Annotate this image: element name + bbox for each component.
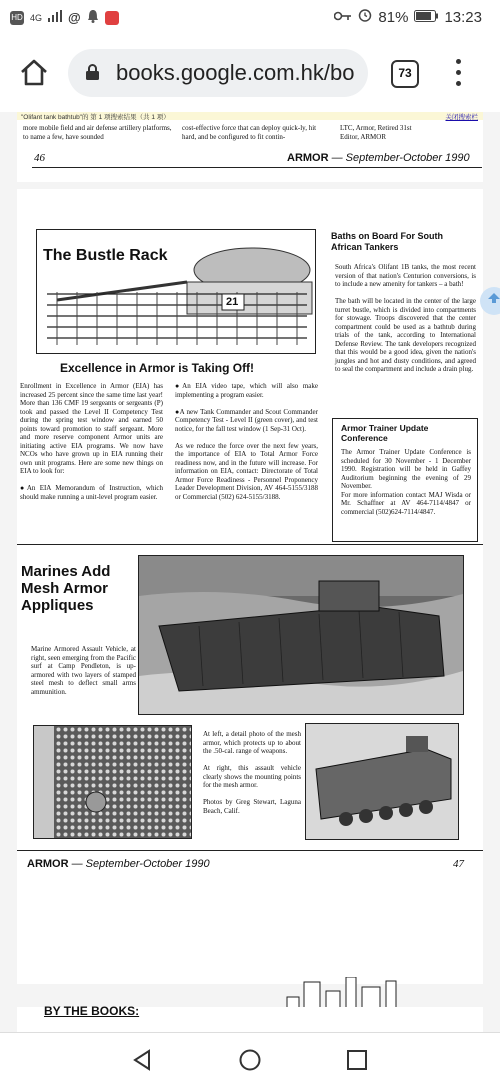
assault-vehicle-side-photo — [305, 723, 459, 840]
search-banner — [17, 112, 483, 120]
tank-turret-drawing — [37, 230, 315, 353]
conference-p1: The Armor Trainer Update Conference is scheduled for 30 November - 1 December 1990. Registration will be held in Gaffey Auditorium beginning the evening of 29 November. — [341, 448, 471, 490]
top-journal-name: ARMOR — [287, 152, 329, 164]
conference-p2: For more information contact MAJ Wisda or Mr. Schaffner at AV 464-7114/4847 or commercial (502)624-7114/4847. — [341, 490, 471, 516]
key-icon — [334, 9, 352, 26]
baths-p2: The bath will be located in the center of the large turret bustle, which is divided into compartments for stowage. Troops discovered that the center compartment could be used as a bathtub during trials of the tank, according to International Defense Review. The tank developers recognized that this would be a good idea, given the nation's jungles and hot and dusty conditions, and agreed to seal the compartment and include a drain plug. — [335, 297, 476, 373]
close-search-link[interactable]: 关闭搜索栏 — [445, 114, 478, 121]
address-bar[interactable] — [68, 49, 368, 97]
alarm-icon — [358, 8, 372, 26]
bustle-rack-banner — [36, 229, 316, 354]
top-col2-text: cost-effective force that can deploy quick-ly, hit hard, and be configured to fit contin- — [182, 124, 317, 141]
home-icon — [18, 56, 50, 88]
city-skyline-drawing — [282, 977, 442, 1007]
marines-headline: Marines Add Mesh Armor Appliques — [21, 563, 111, 614]
browser-toolbar — [0, 36, 500, 112]
page-number-46: 46 — [34, 152, 45, 164]
mesh-armor-detail-photo — [33, 725, 192, 839]
eia-col1-text — [20, 382, 163, 501]
rule — [32, 167, 482, 168]
top-col1-text: more mobile field and air defense artillery platforms, to name a few, have sounded — [23, 124, 172, 141]
eia-col2-bullet-1: ●An EIA video tape, which will also make implementing a program easier. — [175, 382, 318, 399]
eia-col2-text — [175, 382, 318, 501]
status-bar — [0, 0, 500, 36]
recents-button[interactable] — [346, 1049, 368, 1076]
marines-captions-2 — [203, 730, 301, 815]
battery-icon — [414, 9, 438, 26]
baths-p1: South Africa's Olifant 1B tanks, the most recent version of that nation's Centurion conversions, is to include a new amenity for tankers – a bath! — [335, 263, 476, 288]
top-col3-text: LTC, Armor, Retired 31st Editor, ARMOR — [340, 124, 412, 141]
next-page — [17, 1004, 483, 1032]
app-alert-icon — [105, 11, 119, 25]
network-4g-icon: 4G — [30, 12, 43, 23]
at-icon: @ — [68, 10, 81, 25]
marines-caption-3: At right, this assault vehicle clearly shows the mounting points for the mesh armor. — [203, 764, 301, 789]
battery-percent: 81% — [378, 8, 409, 26]
conference-title: Armor Trainer Update Conference — [341, 423, 429, 443]
signal-icon — [48, 10, 62, 25]
page-number-47: 47 — [453, 858, 464, 870]
top-issue-date: — September-October 1990 — [331, 152, 470, 164]
eia-col1-bullet: ●An EIA Memorandum of Instruction, which should make running a unit-level program easier. — [20, 484, 163, 501]
by-the-books-heading: BY THE BOOKS: — [44, 1004, 140, 1018]
clock: 13:23 — [444, 8, 482, 26]
assault-vehicle-photo — [138, 555, 464, 715]
home-circle-icon — [239, 1049, 261, 1071]
home-button[interactable] — [18, 56, 50, 88]
notification-icon — [87, 9, 99, 26]
plate-number: 21 — [226, 296, 239, 308]
recents-icon — [346, 1049, 368, 1071]
footer-journal-name: ARMOR — [27, 858, 69, 870]
floating-scroll-button[interactable] — [480, 287, 500, 315]
baths-title: Baths on Board For South African Tankers — [331, 231, 443, 252]
baths-text — [335, 263, 476, 374]
eia-headline: Excellence in Armor is Taking Off! — [60, 361, 255, 375]
photo-credit: Photos by Greg Stewart, Laguna Beach, Calif. — [203, 798, 301, 815]
back-button[interactable] — [131, 1049, 153, 1076]
conference-text — [341, 448, 471, 516]
marines-caption-2: At left, a detail photo of the mesh armor, which protects up to about the .50-cal. range of weapons. — [203, 730, 301, 755]
overflow-menu-icon[interactable] — [454, 56, 462, 88]
eia-col2-body: As we reduce the force over the next few years, the importance of EIA to Total Armor Force readiness now, and in the future will increase. For information on EIA, contact: Directorate of Total Armor Force Readiness - Personnel Proponency Leader Development Division, AV 464-5155/3188 or Commercial (502) 624-5155/3188. — [175, 441, 318, 501]
url-text: books.google.com.hk/bo — [116, 60, 355, 85]
bustle-rack-title: The Bustle Rack — [43, 247, 168, 264]
system-navigation-bar — [0, 1032, 500, 1085]
home-nav-button[interactable] — [239, 1049, 261, 1076]
lock-icon — [86, 64, 99, 80]
search-banner-text: "Olifant tank bathtub"的 第 1 项搜索结果（共 1 项） — [21, 114, 170, 121]
back-icon — [131, 1049, 153, 1071]
marines-section — [17, 544, 483, 851]
book-viewer[interactable] — [0, 112, 500, 1032]
eia-col1-body: Enrollment in Excellence in Armor (EIA) has increased 25 percent since the same time last year! More than 136 CMF 19 sergeants or sergeants (P) took and passed the Level II Competency Test during the spring test window and earned 50 points toward promotion to staff sergeant. More and more reserve component Armor units are initiating active EIA programs. We now have NCOs who have grown up in EIA running their own unit programs. Here are some new things on EIA to look for: — [20, 382, 163, 475]
page-46 — [17, 112, 483, 182]
arrows-icon — [480, 287, 500, 315]
marines-caption-1: Marine Armored Assault Vehicle, at right, seen emerging from the Pacific surf at Camp Pendleton, is up-armored with two layers of stamped steel mesh to deflect small arms ammunition. — [31, 645, 136, 696]
conference-box — [332, 418, 478, 542]
eia-col2-bullet-2: ●A new Tank Commander and Scout Commander Competency Test - Level II (green cover), and test notice, for the fall test window (1 Sep-31 Oct). — [175, 407, 318, 433]
page-47 — [17, 189, 483, 984]
footer-issue-date: — September-October 1990 — [71, 858, 210, 870]
hd-icon: HD — [10, 11, 24, 25]
tab-switcher-button[interactable]: 73 — [391, 60, 419, 88]
